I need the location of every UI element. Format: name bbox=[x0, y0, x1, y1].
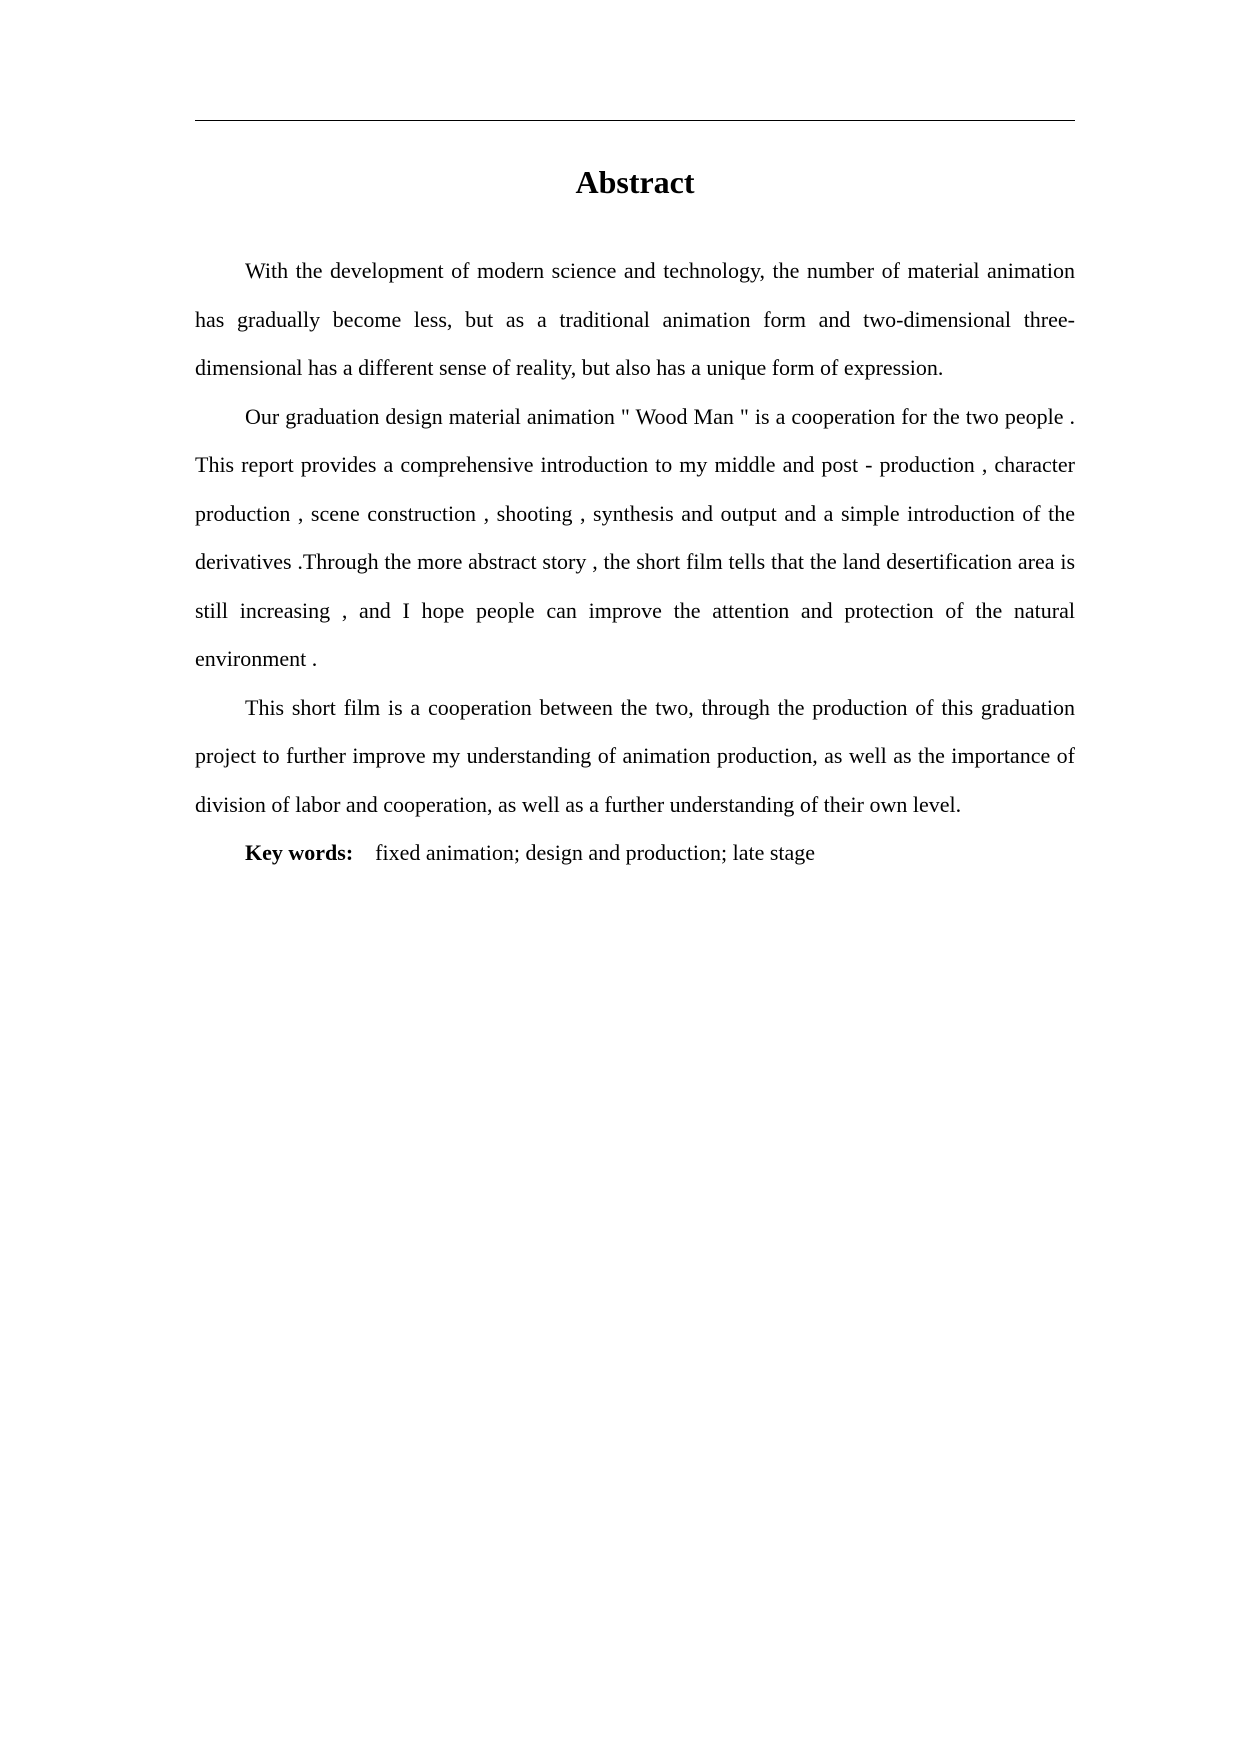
abstract-body bbox=[195, 247, 1075, 878]
header-rule bbox=[195, 120, 1075, 121]
page-title: Abstract bbox=[575, 164, 695, 200]
keywords-value: fixed animation; design and production; late stage bbox=[375, 840, 816, 865]
keywords-label: Key words: bbox=[245, 840, 354, 865]
abstract-paragraph-3: This short film is a cooperation between the two, through the production of this graduation project to further improve my understanding of animation production, as well as the importance of division of labor and cooperation, as well as a further understanding of their own level. bbox=[195, 694, 1075, 817]
keywords-line bbox=[195, 829, 1075, 878]
abstract-paragraph-1: With the development of modern science and technology, the number of material animation has gradually become less, but as a traditional animation form and two-dimensional three-dimensional has a different sense of reality, but also has a unique form of expression. bbox=[195, 258, 1075, 380]
abstract-paragraph-2: Our graduation design material animation " Wood Man " is a cooperation for the two people . This report provides a comprehensive introduction to my middle and post - production , character production , scene construction , shooting , synthesis and output and a simple introduction of the derivatives .Through the more abstract story , the short film tells that the land desertification area is still increasing , and I hope people can improve the attention and protection of the natural environment . bbox=[195, 403, 1075, 671]
